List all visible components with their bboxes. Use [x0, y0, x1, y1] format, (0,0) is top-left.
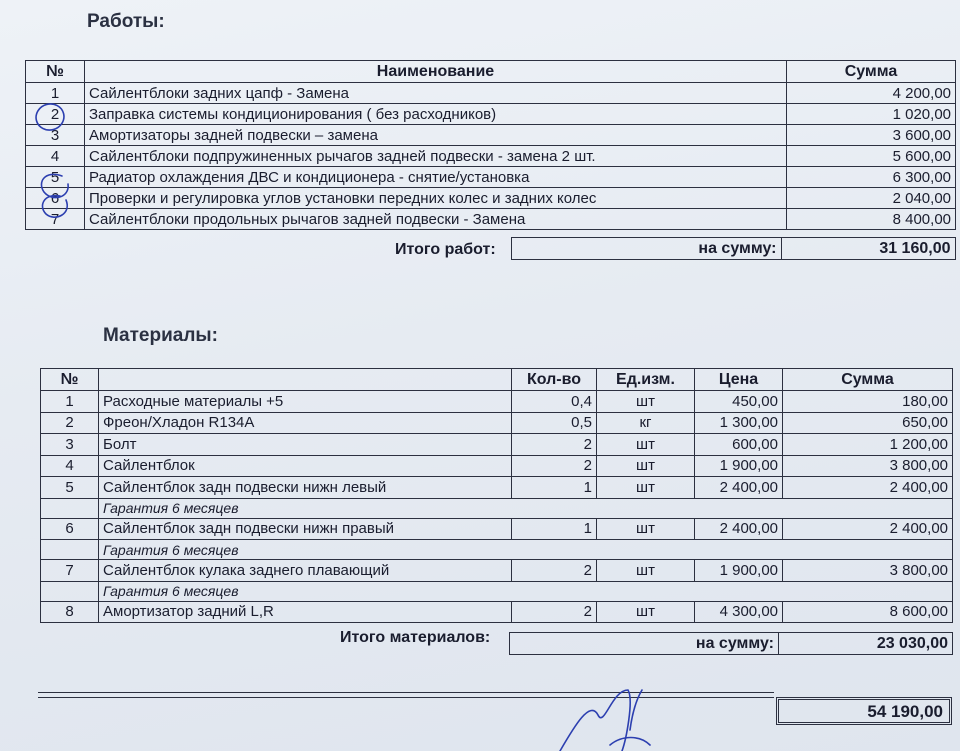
materials-row-name: Сайлентблок задн подвески нижн левый [99, 477, 512, 499]
materials-row-price: 1 900,00 [695, 560, 783, 582]
materials-row-unit: кг [597, 412, 695, 434]
works-table [25, 60, 956, 230]
works-total-label: Итого работ: [395, 241, 496, 258]
materials-row-qty: 2 [512, 455, 597, 477]
materials-header-row [41, 369, 953, 391]
works-row-name: Радиатор охлаждения ДВС и кондиционера - снятие/установка [85, 167, 787, 188]
materials-warranty-note: Гарантия 6 месяцев [99, 498, 953, 518]
materials-row-sum: 8 600,00 [783, 601, 953, 623]
materials-row-num: 6 [41, 518, 99, 540]
works-row-sum: 6 300,00 [787, 167, 956, 188]
materials-row-sum: 1 200,00 [783, 434, 953, 456]
works-row-num: 5 [26, 167, 85, 188]
materials-row-sum: 2 400,00 [783, 518, 953, 540]
materials-row-num: 3 [41, 434, 99, 456]
grand-total-value: 54 190,00 [776, 697, 952, 725]
signature-stroke [610, 738, 650, 746]
works-row [26, 104, 956, 125]
materials-row-unit: шт [597, 560, 695, 582]
materials-row-num: 5 [41, 477, 99, 499]
materials-row-name: Сайлентблок кулака заднего плавающий [99, 560, 512, 582]
materials-row [41, 477, 953, 499]
materials-row-unit: шт [597, 477, 695, 499]
works-header-name: Наименование [85, 61, 787, 83]
works-sum-label: на сумму: [511, 238, 781, 260]
works-row-num: 7 [26, 209, 85, 230]
materials-row [41, 601, 953, 623]
materials-row-num: 4 [41, 455, 99, 477]
materials-row-sum: 650,00 [783, 412, 953, 434]
materials-row-price: 2 400,00 [695, 477, 783, 499]
materials-total-label: Итого материалов: [340, 629, 491, 646]
materials-row-qty: 2 [512, 434, 597, 456]
materials-row-name: Расходные материалы +5 [99, 391, 512, 413]
materials-row [41, 412, 953, 434]
materials-row-price: 4 300,00 [695, 601, 783, 623]
materials-table [40, 368, 953, 623]
works-header-num: № [26, 61, 85, 83]
works-row-num: 3 [26, 125, 85, 146]
materials-header-qty: Кол-во [512, 369, 597, 391]
works-row-name: Амортизаторы задней подвески – замена [85, 125, 787, 146]
materials-warranty-note: Гарантия 6 месяцев [99, 540, 953, 560]
works-header-sum: Сумма [787, 61, 956, 83]
materials-row-qty: 0,5 [512, 412, 597, 434]
materials-row-name: Болт [99, 434, 512, 456]
works-row-num: 1 [26, 83, 85, 104]
materials-row-price: 600,00 [695, 434, 783, 456]
materials-row-sum: 2 400,00 [783, 477, 953, 499]
materials-row-name: Фреон/Хладон R134A [99, 412, 512, 434]
materials-row-unit: шт [597, 391, 695, 413]
materials-row [41, 518, 953, 540]
works-row-sum: 8 400,00 [787, 209, 956, 230]
materials-row-price: 1 300,00 [695, 412, 783, 434]
materials-warranty-row [41, 581, 953, 601]
materials-warranty-row [41, 540, 953, 560]
materials-row-qty: 2 [512, 601, 597, 623]
materials-row [41, 434, 953, 456]
materials-row-num: 7 [41, 560, 99, 582]
works-row-name: Сайлентблоки задних цапф - Замена [85, 83, 787, 104]
materials-header-name [99, 369, 512, 391]
materials-row-sum: 3 800,00 [783, 560, 953, 582]
materials-row-price: 2 400,00 [695, 518, 783, 540]
works-row [26, 125, 956, 146]
works-row-sum: 2 040,00 [787, 188, 956, 209]
works-row-sum: 1 020,00 [787, 104, 956, 125]
materials-row-sum: 180,00 [783, 391, 953, 413]
works-row-sum: 3 600,00 [787, 125, 956, 146]
materials-row-unit: шт [597, 455, 695, 477]
works-row [26, 83, 956, 104]
materials-row-name: Амортизатор задний L,R [99, 601, 512, 623]
materials-row-price: 1 900,00 [695, 455, 783, 477]
works-total-row [485, 237, 956, 260]
works-row-name: Проверки и регулировка углов установки передних колес и задних колес [85, 188, 787, 209]
works-row-num: 6 [26, 188, 85, 209]
materials-row-price: 450,00 [695, 391, 783, 413]
works-row-name: Сайлентблоки подпружиненных рычагов задней подвески - замена 2 шт. [85, 146, 787, 167]
works-row-sum: 5 600,00 [787, 146, 956, 167]
materials-row-qty: 0,4 [512, 391, 597, 413]
materials-row-qty: 1 [512, 477, 597, 499]
signature-stroke [560, 690, 630, 751]
works-row-num: 2 [26, 104, 85, 125]
materials-header-sum: Сумма [783, 369, 953, 391]
materials-row [41, 455, 953, 477]
grand-total-rule [38, 692, 774, 693]
materials-row-qty: 2 [512, 560, 597, 582]
materials-header-num: № [41, 369, 99, 391]
works-row [26, 209, 956, 230]
materials-warranty-row [41, 498, 953, 518]
materials-total-row [509, 632, 953, 655]
materials-row-unit: шт [597, 434, 695, 456]
materials-total-value: 23 030,00 [779, 633, 953, 655]
grand-total-rule [38, 697, 774, 698]
materials-row-sum: 3 800,00 [783, 455, 953, 477]
materials-warranty-note: Гарантия 6 месяцев [99, 581, 953, 601]
materials-row-num: 8 [41, 601, 99, 623]
works-row [26, 146, 956, 167]
works-total-value: 31 160,00 [781, 238, 955, 260]
materials-row-num: 2 [41, 412, 99, 434]
materials-header-price: Цена [695, 369, 783, 391]
materials-header-unit: Ед.изм. [597, 369, 695, 391]
materials-row-name: Сайлентблок задн подвески нижн правый [99, 518, 512, 540]
signature-stroke [630, 690, 642, 730]
materials-row-name: Сайлентблок [99, 455, 512, 477]
warranty-spacer [41, 581, 99, 601]
materials-row [41, 391, 953, 413]
warranty-spacer [41, 540, 99, 560]
works-header-row [26, 61, 956, 83]
materials-row-qty: 1 [512, 518, 597, 540]
materials-heading: Материалы: [103, 325, 218, 346]
materials-row-num: 1 [41, 391, 99, 413]
works-row-name: Сайлентблоки продольных рычагов задней подвески - Замена [85, 209, 787, 230]
works-row [26, 167, 956, 188]
works-row [26, 188, 956, 209]
materials-row-unit: шт [597, 601, 695, 623]
works-row-name: Заправка системы кондиционирования ( без расходников) [85, 104, 787, 125]
works-row-num: 4 [26, 146, 85, 167]
materials-sum-label: на сумму: [510, 633, 779, 655]
warranty-spacer [41, 498, 99, 518]
materials-row [41, 560, 953, 582]
works-heading: Работы: [87, 11, 165, 32]
materials-row-unit: шт [597, 518, 695, 540]
works-row-sum: 4 200,00 [787, 83, 956, 104]
